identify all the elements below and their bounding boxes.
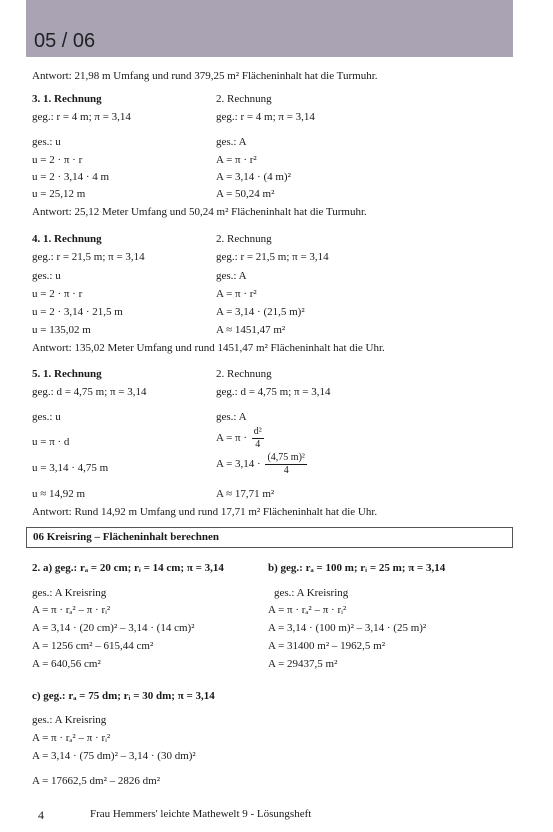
text-line: c) geg.: rₐ = 75 dm; rᵢ = 30 dm; π = 3,14 — [32, 690, 215, 702]
fraction — [265, 452, 306, 477]
formula-prefix: A = 3,14 · — [216, 458, 261, 471]
text-line: A = π · r² — [216, 288, 257, 300]
text-line: u ≈ 14,92 m — [32, 488, 86, 500]
text-line: ges.: u — [32, 270, 61, 282]
text-line: A = π · rₐ² – π · rᵢ² — [32, 732, 111, 744]
text-line: u = 135,02 m — [32, 324, 91, 336]
text-line: Antwort: 25,12 Meter Umfang und 50,24 m² Flächeninhalt hat die Turmuhr. — [32, 206, 367, 218]
page-header-band — [26, 0, 513, 57]
formula-area-values — [216, 452, 307, 477]
text-line: A = π · r² — [216, 154, 257, 166]
text-line: ges.: A Kreisring — [32, 714, 107, 726]
text-line: A ≈ 17,71 m² — [216, 488, 275, 500]
fraction-numerator: (4,75 m)² — [267, 452, 305, 463]
text-line: u = π · d — [32, 436, 70, 448]
text-line: Antwort: 135,02 Meter Umfang und rund 1451,47 m² Flächeninhalt hat die Uhr. — [32, 342, 385, 354]
formula-area-d — [216, 426, 264, 451]
text-line: A ≈ 1451,47 m² — [216, 324, 286, 336]
text-line: 2. Rechnung — [216, 233, 272, 245]
text-line: 2. Rechnung — [216, 93, 272, 105]
text-line: 2. Rechnung — [216, 368, 272, 380]
text-line: ges.: A — [216, 411, 247, 423]
text-line: ges.: A — [216, 136, 247, 148]
text-line: Antwort: 21,98 m Umfang und rund 379,25 m² Flächeninhalt hat die Turmuhr. — [32, 70, 378, 82]
text-line: A = 3,14 · (4 m)² — [216, 171, 291, 183]
text-line: A = 17662,5 dm² – 2826 dm² — [32, 775, 160, 787]
text-line: Antwort: Rund 14,92 m Umfang und rund 17,71 m² Flächeninhalt hat die Uhr. — [32, 506, 378, 518]
text-line: A = 29437,5 m² — [268, 658, 338, 670]
section-title: 06 Kreisring – Flächeninhalt berechnen — [33, 531, 219, 543]
text-line: geg.: r = 21,5 m; π = 3,14 — [216, 251, 329, 263]
text-line: A = 3,14 · (20 cm)² – 3,14 · (14 cm)² — [32, 622, 195, 634]
text-line: A = π · rₐ² – π · rᵢ² — [268, 604, 347, 616]
fraction-denominator: 4 — [283, 465, 289, 476]
text-line: geg.: d = 4,75 m; π = 3,14 — [32, 386, 147, 398]
fraction-denominator: 4 — [255, 439, 261, 450]
page-number-header: 05 / 06 — [34, 30, 96, 52]
text-line: A = 640,56 cm² — [32, 658, 101, 670]
text-line: b) geg.: rₐ = 100 m; rᵢ = 25 m; π = 3,14 — [268, 562, 446, 574]
text-line: 5. 1. Rechnung — [32, 368, 102, 380]
text-line: A = 3,14 · (75 dm)² – 3,14 · (30 dm)² — [32, 750, 196, 762]
text-line: 3. 1. Rechnung — [32, 93, 102, 105]
text-line: A = 3,14 · (100 m)² – 3,14 · (25 m)² — [268, 622, 427, 634]
fraction — [252, 426, 264, 451]
text-line: A = 50,24 m² — [216, 188, 275, 200]
text-line: geg.: r = 21,5 m; π = 3,14 — [32, 251, 145, 263]
text-line: ges.: u — [32, 136, 61, 148]
text-line: A = 31400 m² – 1962,5 m² — [268, 640, 385, 652]
text-line: ges.: A Kreisring — [274, 587, 349, 599]
text-line: u = 2 · π · r — [32, 288, 83, 300]
text-line: u = 3,14 · 4,75 m — [32, 462, 109, 474]
text-line: geg.: r = 4 m; π = 3,14 — [216, 111, 315, 123]
formula-prefix: A = π · — [216, 432, 248, 445]
text-line: 4. 1. Rechnung — [32, 233, 102, 245]
text-line: ges.: A — [216, 270, 247, 282]
text-line: 2. a) geg.: rₐ = 20 cm; rᵢ = 14 cm; π = 3,14 — [32, 562, 224, 574]
text-line: ges.: A Kreisring — [32, 587, 107, 599]
text-line: A = π · rₐ² – π · rᵢ² — [32, 604, 111, 616]
text-line: u = 2 · 3,14 · 4 m — [32, 171, 110, 183]
footer-title: Frau Hemmers' leichte Mathewelt 9 - Lösungsheft — [90, 808, 312, 820]
text-line: ges.: u — [32, 411, 61, 423]
text-line: u = 25,12 m — [32, 188, 86, 200]
text-line: geg.: d = 4,75 m; π = 3,14 — [216, 386, 331, 398]
text-line: u = 2 · π · r — [32, 154, 83, 166]
text-line: A = 3,14 · (21,5 m)² — [216, 306, 305, 318]
text-line: geg.: r = 4 m; π = 3,14 — [32, 111, 131, 123]
text-line: u = 2 · 3,14 · 21,5 m — [32, 306, 123, 318]
section-heading-box — [26, 527, 513, 548]
text-line: A = 1256 cm² – 615,44 cm² — [32, 640, 154, 652]
footer-page-number: 4 — [38, 808, 44, 822]
fraction-numerator: d² — [253, 426, 262, 437]
